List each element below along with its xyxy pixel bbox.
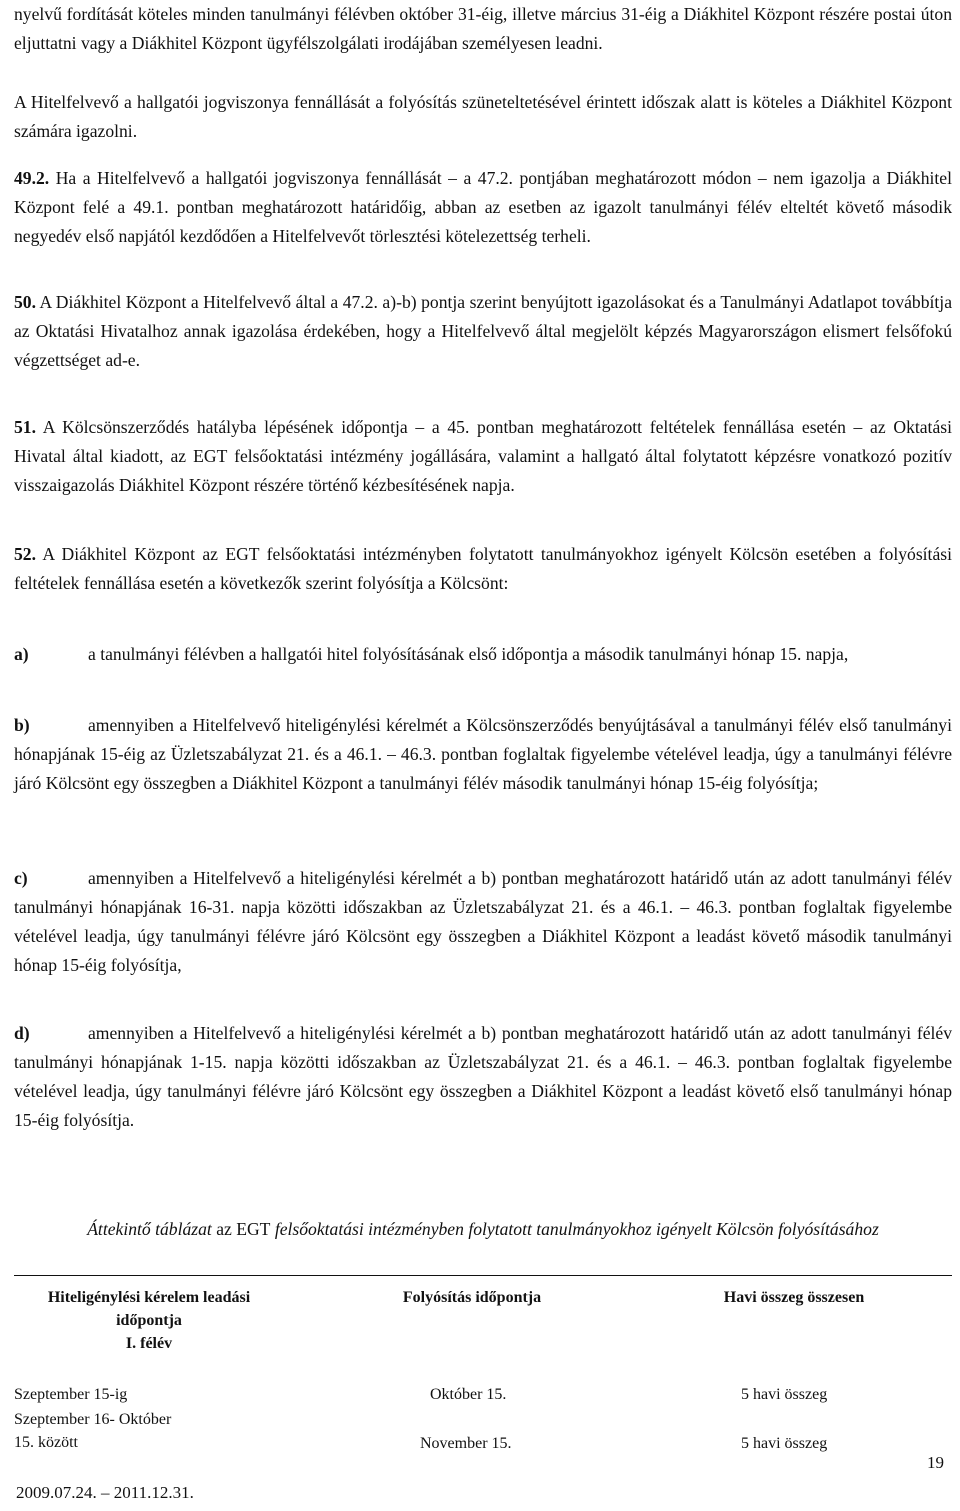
item-text: amennyiben a Hitelfelvevő hiteligénylési kérelmét a Kölcsönszerződés benyújtásával a tanulmányi félév első tanulmányi hónapjának 15-éig az Üzletszabályzat 21. és a 46.1. – 46.3. pontban foglaltak figyelembe vételével leadja, úgy a tanulmányi félévre járó Kölcsönt egy összegben a Diákhitel Központ a tanulmányi félév második tanulmányi hónap 15-éig folyósítja; (14, 715, 952, 793)
table-header-monthly-amount: Havi összeg összesen (723, 1289, 865, 1306)
table-row-1-amount: 5 havi összeg (741, 1386, 828, 1403)
section-text: Ha a Hitelfelvevő a hallgatói jogviszonya fennállását – a 47.2. pontjában meghatározott módon – nem igazolja a Diákhitel Központ felé a 49.1. pontban meghatározott határidőig, abban az esetben az igazolt tanulmányi félév elteltét követő második negyedév első napjától kezdődően a Hitelfelvevőt törlesztési kötelezettség terheli. (14, 168, 952, 246)
section-52 (14, 540, 952, 598)
item-text: a tanulmányi félévben a hallgatói hitel folyósításának első időpontja a második tanulmányi hónap 15. napja, (88, 644, 849, 664)
caption-part2: az EGT (216, 1219, 271, 1239)
list-item-b (14, 711, 952, 798)
table-header-request-date (24, 1286, 274, 1355)
table-row-2-amount: 5 havi összeg (741, 1435, 828, 1452)
list-item-d (14, 1019, 952, 1135)
list-item-a (14, 640, 952, 669)
item-label: b) (14, 715, 30, 735)
intro-text: nyelvű fordítását köteles minden tanulmányi félévben október 31-éig, illetve március 31-éig a Diákhitel Központ részére postai úton eljuttatni vagy a Diákhitel Központ ügyfélszolgálati irodájában személyesen leadni. (14, 4, 952, 53)
caption-part1: Áttekintő táblázat (87, 1219, 212, 1239)
subheader-text: I. félév (125, 1335, 173, 1352)
footer-dates: 2009.07.24. – 2011.12.31. (16, 1483, 194, 1502)
section-text: A Diákhitel Központ a Hitelfelvevő által a 47.2. a)-b) pontja szerint benyújtott igazolásokat és a Tanulmányi Adatlapot továbbítja az Oktatási Hivatalhoz annak igazolása érdekében, hogy a Hitelfelvevő által megjelölt képzés Magyarországon elismert felsőfokú végzettséget ad-e. (14, 292, 952, 370)
item-text: amennyiben a Hitelfelvevő a hiteligénylési kérelmét a b) pontban meghatározott határidő után az adott tanulmányi félév tanulmányi hónapjának 1-15. napja közötti időszakban az Üzletszabályzat 21. és a 46.1. – 46.3. pontban foglaltak figyelembe vételével leadja, úgy tanulmányi félévre járó Kölcsönt egy összegben a Diákhitel Központ a leadást követő első tanulmányi hónap 15-éig folyósítja. (14, 1023, 952, 1130)
paragraph-p2 (14, 88, 952, 146)
list-item-c (14, 864, 952, 980)
table-row-2-disbursement: November 15. (420, 1435, 512, 1452)
section-49-2 (14, 164, 952, 251)
paragraph-intro (14, 0, 952, 58)
section-51 (14, 413, 952, 500)
p2-text: A Hitelfelvevő a hallgatói jogviszonya fennállását a folyósítás szüneteltetésével érintett időszak alatt is köteles a Diákhitel Központ számára igazolni. (14, 92, 952, 141)
item-label: c) (14, 868, 28, 888)
table-header-disbursement-date: Folyósítás időpontja (402, 1289, 542, 1306)
caption-part3: felsőoktatási intézményben folytatott tanulmányokhoz igényelt Kölcsön folyósításához (274, 1219, 879, 1239)
section-number: 49.2. (14, 168, 50, 188)
table-row-1-request: Szeptember 15-ig (14, 1386, 128, 1403)
table-caption (14, 1215, 952, 1244)
table-row-1-disbursement: Október 15. (430, 1386, 507, 1403)
section-text: A Kölcsönszerződés hatályba lépésének időpontja – a 45. pontban meghatározott feltételek fennállása esetén – az Oktatási Hivatal által kiadott, az EGT felsőoktatási intézmény jogállására, valamint a hallgató által folytatott képzésre vonatkozó pozitív visszaigazolás Diákhitel Központ részére történő kézbesítésének napja. (14, 417, 952, 495)
section-50 (14, 288, 952, 375)
section-number: 50. (14, 292, 36, 312)
section-number: 51. (14, 417, 36, 437)
page-number: 19 (927, 1453, 944, 1472)
item-label: d) (14, 1023, 30, 1043)
section-text: A Diákhitel Központ az EGT felsőoktatási intézményben folytatott tanulmányokhoz igényelt Kölcsön esetében a folyósítási feltételek fennállása esetén a következők szerint folyósítja a Kölcsönt: (14, 544, 952, 593)
table-top-border (14, 1275, 952, 1276)
item-label: a) (14, 644, 29, 664)
item-text: amennyiben a Hitelfelvevő a hiteligénylési kérelmét a b) pontban meghatározott határidő után az adott tanulmányi félév tanulmányi hónapjának 16-31. napja közötti időszakban az Üzletszabályzat 21. és a 46.1. – 46.3. pontban foglaltak figyelembe vételével leadja, úgy tanulmányi félévre járó Kölcsönt egy összegben a Diákhitel Központ a leadást követő második tanulmányi hónap 15-éig folyósítja, (14, 868, 952, 975)
table-row-2-request: Szeptember 16- Október 15. között (14, 1411, 172, 1451)
header-text: Hiteligénylési kérelem leadási időpontja (47, 1289, 251, 1329)
section-number: 52. (14, 544, 36, 564)
